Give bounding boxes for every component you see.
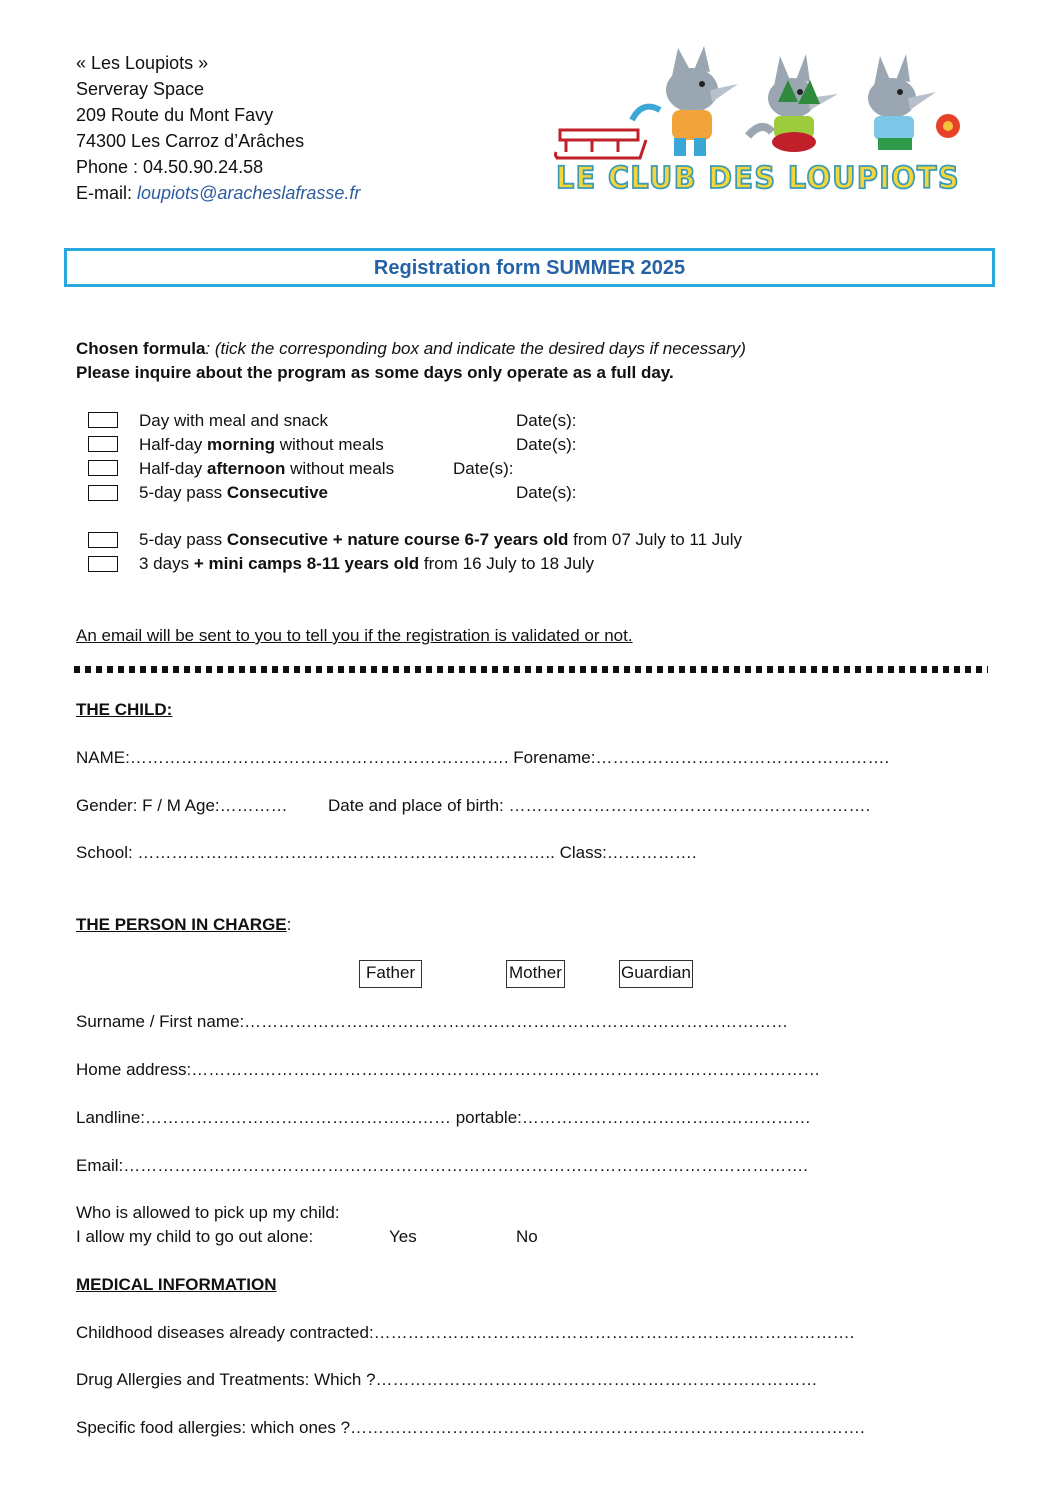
email-label: E-mail:: [76, 183, 138, 203]
go-out-alone-yes[interactable]: Yes: [389, 1227, 417, 1246]
email-link[interactable]: loupiots@aracheslafrasse.fr: [137, 183, 361, 203]
option-4-bold: Consecutive: [226, 483, 328, 502]
extra-1-bold: Consecutive + nature course 6-7 years old: [226, 530, 569, 549]
child-gender-age-field[interactable]: Gender: F / M Age:…………: [76, 796, 288, 815]
person-heading-colon: :: [286, 915, 292, 934]
option-3-dates: Date(s):: [453, 459, 514, 478]
person-heading: [76, 913, 291, 937]
extra-2-bold: + mini camps 8-11 years old: [193, 554, 420, 573]
logo-text: LE CLUB DES LOUPIOTS: [556, 161, 960, 196]
org-email-line: [76, 180, 360, 206]
wolf-1-icon: [632, 46, 738, 156]
option-2-dates: Date(s):: [516, 435, 577, 454]
option-3-bold: afternoon: [207, 459, 286, 478]
formula-intro: [76, 337, 746, 361]
food-allergies-field[interactable]: Specific food allergies: which ones ?……………………………………………………………………………….: [76, 1418, 865, 1437]
email-notice: An email will be sent to you to tell you if the registration is validated or not.: [76, 626, 633, 645]
role-guardian-box[interactable]: Guardian: [619, 960, 693, 988]
option-2-post: without meals: [275, 435, 384, 454]
option-4-text: 5-day pass: [139, 483, 227, 502]
option-1-text: Day with meal and snack: [139, 411, 328, 430]
extra-1-text: 5-day pass: [139, 530, 227, 549]
checkbox-extra-2[interactable]: [88, 556, 118, 572]
child-school-field[interactable]: School: ……………………………………………………………….. Class:…………….: [76, 843, 697, 862]
go-out-alone-no[interactable]: No: [516, 1227, 538, 1246]
option-3-text: Half-day: [139, 459, 208, 478]
option-2-text: Half-day: [139, 435, 208, 454]
person-heading-text: THE PERSON IN CHARGE: [76, 915, 287, 934]
wolf-3-icon: [868, 54, 960, 150]
formula-note: Please inquire about the program as some days only operate as a full day.: [76, 363, 674, 382]
sled-icon: [556, 130, 647, 158]
checkbox-option-3[interactable]: [88, 460, 118, 476]
email-field[interactable]: Email:………………………………………………………………………………………………………….: [76, 1156, 808, 1175]
medical-heading: MEDICAL INFORMATION: [76, 1275, 277, 1294]
option-3-label: [139, 457, 394, 481]
option-4-label: [139, 481, 328, 505]
role-father-box[interactable]: Father: [359, 960, 422, 988]
home-address-field[interactable]: Home address:…………………………………………………………………………………………………: [76, 1060, 821, 1079]
option-1-label: [139, 409, 328, 433]
option-1-dates: Date(s):: [516, 411, 577, 430]
child-heading: THE CHILD:: [76, 700, 173, 719]
role-mother-box[interactable]: Mother: [506, 960, 565, 988]
extra-2-text: 3 days: [139, 554, 194, 573]
option-3-post: without meals: [285, 459, 395, 478]
checkbox-option-1[interactable]: [88, 412, 118, 428]
org-place: Serveray Space: [76, 79, 205, 99]
option-2-bold: morning: [207, 435, 276, 454]
org-name: « Les Loupiots »: [76, 53, 209, 73]
landline-field[interactable]: Landline:……………………………………………… portable:……………………………………………: [76, 1108, 811, 1127]
formula-colon: :: [205, 339, 211, 358]
org-city: 74300 Les Carroz d’Arâches: [76, 131, 305, 151]
extra-1-label: [139, 528, 742, 552]
diseases-field[interactable]: Childhood diseases already contracted:………………………………………………………………………….: [76, 1323, 855, 1342]
formula-hint: (tick the corresponding box and indicate the desired days if necessary): [210, 339, 746, 358]
option-4-dates: Date(s):: [516, 483, 577, 502]
go-out-alone-label: I allow my child to go out alone:: [76, 1227, 314, 1246]
drug-allergies-field[interactable]: Drug Allergies and Treatments: Which ?……………………………………………………………………: [76, 1370, 818, 1389]
checkbox-option-2[interactable]: [88, 436, 118, 452]
extra-1-post: from 07 July to 11 July: [568, 530, 742, 549]
checkbox-option-4[interactable]: [88, 485, 118, 501]
wolf-2-icon: [748, 54, 838, 152]
org-phone: Phone : 04.50.90.24.58: [76, 157, 264, 177]
child-name-field[interactable]: NAME:…………………………………………………………. Forename:…………………………………………….: [76, 748, 890, 767]
surname-field[interactable]: Surname / First name:……………………………………………………………………………………: [76, 1012, 789, 1031]
club-logo: [552, 40, 972, 198]
extra-2-post: from 16 July to 18 July: [419, 554, 594, 573]
form-title: Registration form SUMMER 2025: [373, 257, 686, 279]
extra-2-label: [139, 552, 594, 576]
form-title-box: [64, 248, 995, 287]
formula-label: Chosen formula: [76, 339, 206, 358]
child-birth-field[interactable]: Date and place of birth: ……………………………………………………….: [328, 796, 871, 815]
org-street: 209 Route du Mont Favy: [76, 105, 274, 125]
organization-address: [76, 50, 360, 206]
pickup-field[interactable]: Who is allowed to pick up my child:: [76, 1203, 340, 1222]
dotted-separator: [74, 666, 988, 673]
checkbox-extra-1[interactable]: [88, 532, 118, 548]
option-2-label: [139, 433, 384, 457]
